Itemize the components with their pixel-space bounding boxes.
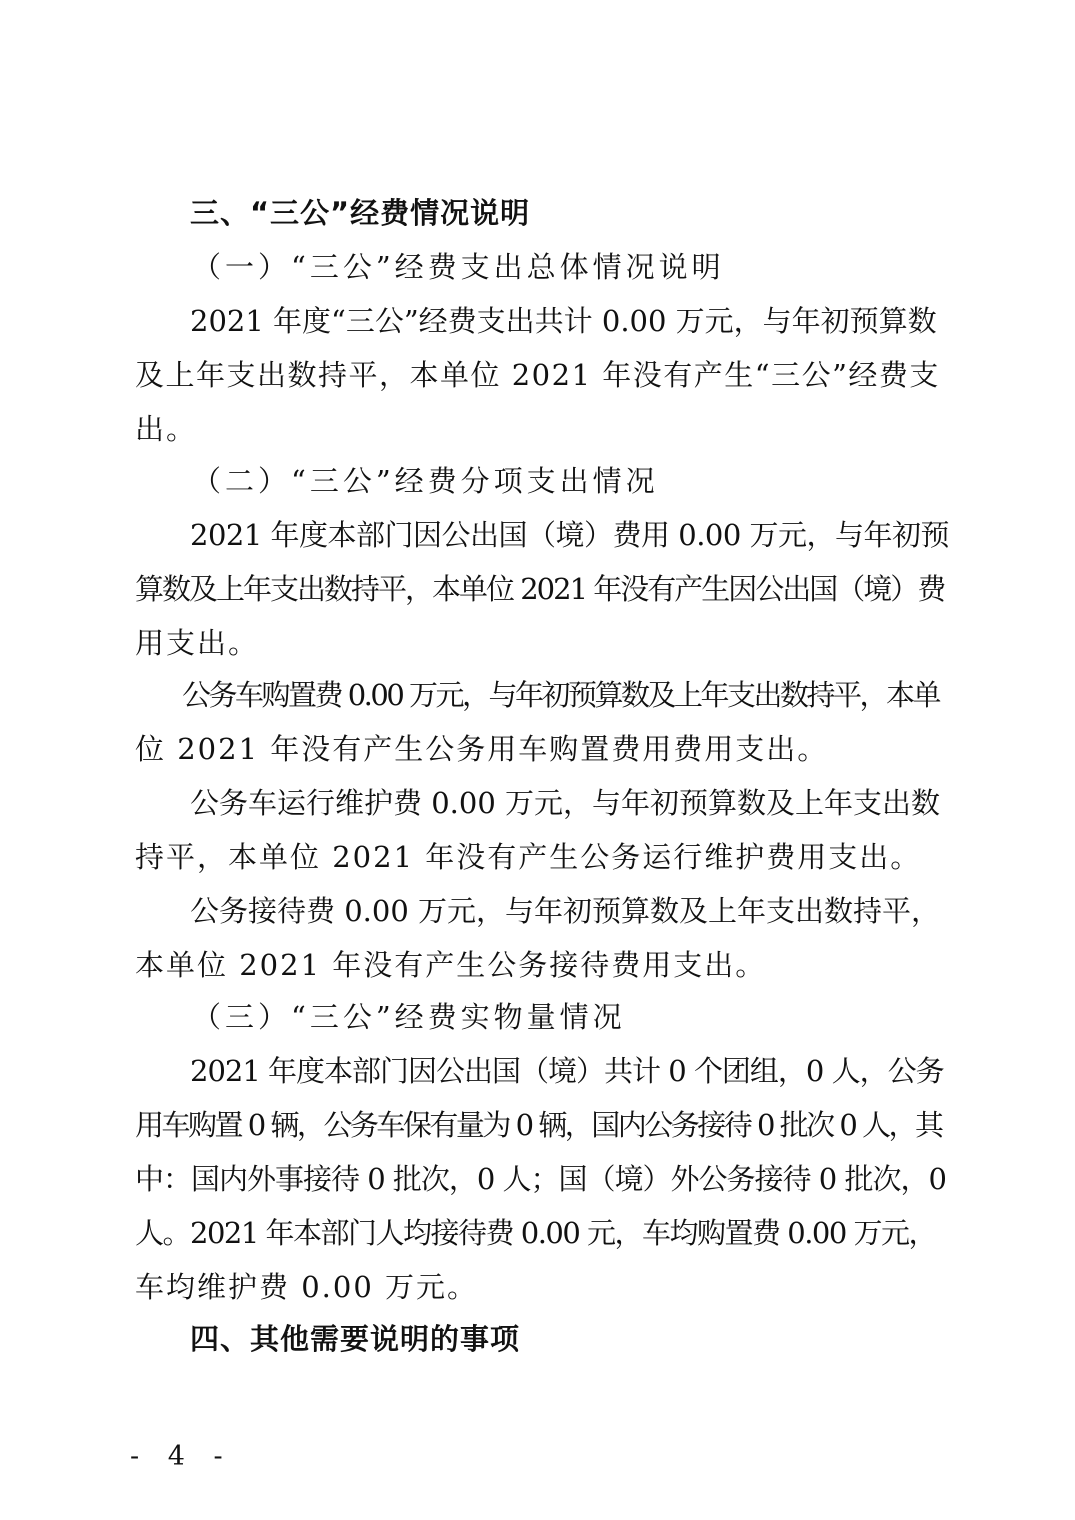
section-3-heading: 三、“三公”经费情况说明 [190, 196, 531, 230]
paragraph-line: 2021 年度本部门因公出国（境）共计 0 个团组，0 人，公务 [190, 1054, 944, 1088]
subsection-1-heading: （一）“三公”经费支出总体情况说明 [192, 250, 725, 284]
paragraph-line: 本单位 2021 年没有产生公务接待费用支出。 [135, 948, 767, 982]
page-number: - 4 - [130, 1441, 233, 1472]
paragraph-line: 用支出。 [135, 626, 260, 660]
paragraph-line: 中：国内外事接待 0 批次，0 人；国（境）外公务接待 0 批次，0 [135, 1162, 946, 1196]
paragraph-line: 公务车运行维护费 0.00 万元，与年初预算数及上年支出数 [190, 786, 941, 820]
paragraph-line: 人。2021 年本部门人均接待费 0.00 元，车均购置费 0.00 万元， [135, 1216, 937, 1250]
paragraph-line: 2021 年度“三公”经费支出共计 0.00 万元，与年初预算数 [190, 304, 937, 338]
paragraph-line: 车均维护费 0.00 万元。 [135, 1270, 479, 1304]
paragraph-line: 及上年支出数持平，本单位 2021 年没有产生“三公”经费支 [135, 358, 940, 392]
paragraph-line: 位 2021 年没有产生公务用车购置费用费用支出。 [135, 732, 829, 766]
paragraph-line: 持平，本单位 2021 年没有产生公务运行维护费用支出。 [135, 840, 922, 874]
subsection-3-heading: （三）“三公”经费实物量情况 [192, 1000, 626, 1034]
paragraph-line: 公务接待费 0.00 万元，与年初预算数及上年支出数持平， [190, 894, 941, 928]
paragraph-line: 算数及上年支出数持平，本单位 2021 年没有产生因公出国（境）费 [135, 572, 945, 606]
paragraph-line: 出。 [135, 412, 198, 446]
section-4-heading: 四、其他需要说明的事项 [190, 1322, 521, 1356]
paragraph-line: 用车购置 0 辆，公务车保有量为 0 辆，国内公务接待 0 批次 0 人，其 [135, 1108, 942, 1142]
paragraph-line: 公务车购置费 0.00 万元，与年初预算数及上年支出数持平，本单 [182, 678, 940, 712]
paragraph-line: 2021 年度本部门因公出国（境）费用 0.00 万元，与年初预 [190, 518, 950, 552]
subsection-2-heading: （二）“三公”经费分项支出情况 [192, 464, 659, 498]
